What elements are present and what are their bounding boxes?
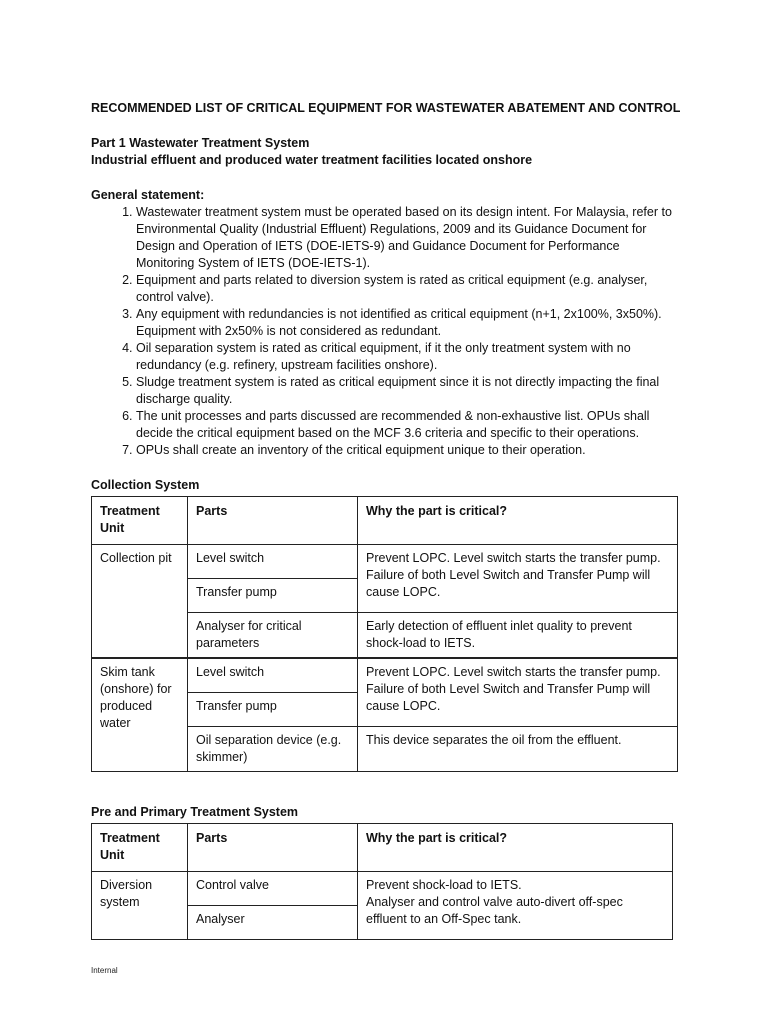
table-row xyxy=(92,872,673,906)
footer-classification: Internal xyxy=(91,966,118,975)
statement-item: 1. Wastewater treatment system must be operated based on its design intent. For Malaysia, refer to Environmental Quality (Industrial Effluent) Regulations, 2009 and its Guidance Document for Design and Operation of IETS (DOE-IETS-9) and Guidance Document for Performance Monitoring System of IETS (DOE-IETS-1). xyxy=(136,204,681,272)
table-header-row xyxy=(92,824,673,872)
part-cell: Oil separation device (e.g. skimmer) xyxy=(188,727,358,772)
header-why-critical: Why the part is critical? xyxy=(358,497,678,545)
header-treatment-unit: Treatment Unit xyxy=(92,497,188,545)
reason-cell: This device separates the oil from the effluent. xyxy=(358,727,678,772)
table-row xyxy=(92,658,678,693)
unit-diversion-system: Diversion system xyxy=(92,872,188,940)
header-parts: Parts xyxy=(188,497,358,545)
part-cell: Analyser xyxy=(188,906,358,940)
part-cell: Control valve xyxy=(188,872,358,906)
part-cell: Analyser for critical parameters xyxy=(188,613,358,659)
primary-treatment-heading: Pre and Primary Treatment System xyxy=(91,805,299,819)
reason-cell: Early detection of effluent inlet quality to prevent shock-load to IETS. xyxy=(358,613,678,659)
reason-cell: Prevent LOPC. Level switch starts the transfer pump. Failure of both Level Switch and Transfer Pump will cause LOPC. xyxy=(358,545,678,613)
part-title: Part 1 Wastewater Treatment System xyxy=(91,136,310,150)
header-treatment-unit: Treatment Unit xyxy=(92,824,188,872)
header-parts: Parts xyxy=(188,824,358,872)
part-cell: Transfer pump xyxy=(188,693,358,727)
collection-system-heading: Collection System xyxy=(91,478,200,492)
reason-cell: Prevent shock-load to IETS. Analyser and control valve auto-divert off-spec effluent to an Off-Spec tank. xyxy=(358,872,673,940)
document-title: RECOMMENDED LIST OF CRITICAL EQUIPMENT FOR WASTEWATER ABATEMENT AND CONTROL xyxy=(91,101,681,115)
statement-item: 6. The unit processes and parts discussed are recommended & non-exhaustive list. OPUs shall decide the critical equipment based on the MCF 3.6 criteria and specific to their operations. xyxy=(136,408,681,442)
part-cell: Level switch xyxy=(188,545,358,579)
collection-system-table xyxy=(91,496,678,772)
header-why-critical: Why the part is critical? xyxy=(358,824,673,872)
statement-item: 3. Any equipment with redundancies is not identified as critical equipment (n+1, 2x100%, 3x50%). Equipment with 2x50% is not considered as redundant. xyxy=(136,306,681,340)
part-subtitle: Industrial effluent and produced water treatment facilities located onshore xyxy=(91,153,533,167)
part-cell: Transfer pump xyxy=(188,579,358,613)
statement-item: 7. OPUs shall create an inventory of the critical equipment unique to their operation. xyxy=(136,442,681,459)
document-page xyxy=(91,100,681,940)
reason-cell: Prevent LOPC. Level switch starts the transfer pump. Failure of both Level Switch and Transfer Pump will cause LOPC. xyxy=(358,658,678,727)
general-statement-title: General statement: xyxy=(91,188,205,202)
primary-treatment-table xyxy=(91,823,673,940)
unit-skim-tank: Skim tank (onshore) for produced water xyxy=(92,658,188,772)
part-cell: Level switch xyxy=(188,658,358,693)
general-statement-list xyxy=(91,204,681,459)
table-row xyxy=(92,545,678,579)
statement-item: 5. Sludge treatment system is rated as critical equipment since it is not directly impacting the final discharge quality. xyxy=(136,374,681,408)
statement-item: 4. Oil separation system is rated as critical equipment, if it the only treatment system with no redundancy (e.g. refinery, upstream facilities onshore). xyxy=(136,340,681,374)
table-header-row xyxy=(92,497,678,545)
unit-collection-pit: Collection pit xyxy=(92,545,188,659)
statement-item: 2. Equipment and parts related to diversion system is rated as critical equipment (e.g. analyser, control valve). xyxy=(136,272,681,306)
